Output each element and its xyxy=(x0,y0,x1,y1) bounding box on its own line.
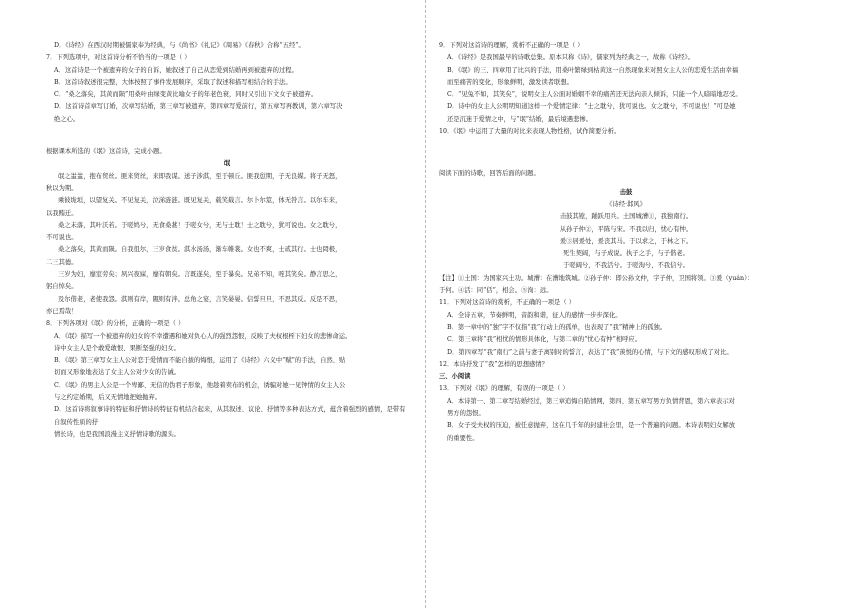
q6-option-d: D．《诗经》在西汉时期被儒家奉为经典，与《尚书》《礼记》《周易》《春秋》合称“五经”。 xyxy=(54,42,305,49)
q7-option-c: C．“桑之落矣，其黄而陨”用桑叶由绿变黄比喻女子的年老色衰，同时又引出下文女子被遗弃。 xyxy=(54,91,318,99)
q8-option-b: B．《氓》第三章写女主人公对恋于爱情而不能自拔的悔恨，运用了《诗经》六义中“赋”的手法，自然、贴 xyxy=(54,357,346,365)
q13-option-b-cont: 的重要性。 xyxy=(447,434,479,442)
q7-option-b: B．这首诗叙述很完整，大体按照了事件发展顺序，采取了叙述和描写相结合的手法。 xyxy=(54,78,292,86)
question-7: 7．下列选项中，对这首诗分析不恰当的一项是（ ） xyxy=(46,54,191,62)
reading-intro-2: 阅读下面的诗歌，回答后面的问题。 xyxy=(439,170,540,178)
q9-option-a: A．《诗经》是我国最早的诗歌总集。原本只称《诗》，儒家列为经典之一，故称《诗经》。 xyxy=(447,54,694,62)
q9-option-d-cont: 还是沉迷于爱情之中，与“氓”结婚，最后境遇悲惨。 xyxy=(447,115,592,123)
question-13: 13．下列对《氓》的理解，有误的一项是（ ） xyxy=(439,385,569,393)
poem-line: 三岁为妇，靡室劳矣；夙兴夜寐，靡有朝矣。言既遂矣，至于暴矣。兄弟不知，咥其笑矣。静言思之， xyxy=(58,271,342,279)
q11-option-d: D．第四章写“我”南行”之前与妻子离别时的誓言，表达了“我”羡悦的心情，与下文的感叹形成了对比。 xyxy=(447,348,733,356)
poem-line: 桑之落矣，其黄而陨。自我徂尔，三岁食贫。淇水汤汤，渐车帷裳。女也不爽，士贰其行。士也罔极， xyxy=(58,246,342,254)
poem-line: 以我贿迁。 xyxy=(46,209,78,217)
question-12: 12．本诗抒发了“我”怎样的思想感情？ xyxy=(439,360,548,368)
q11-option-b: B．第一章中的“独”字不仅指“我”行动上的孤单，也表现了“我”精神上的孤独。 xyxy=(447,323,667,331)
q9-option-b-cont: 而至痛苦的变化，形象鲜明，激发读者联想。 xyxy=(447,78,573,86)
q7-option-d-cont: 绝之心。 xyxy=(54,115,80,123)
q11-option-a: A．全诗五章，节奏鲜明，音韵和谐，征人的感情一步步深化。 xyxy=(447,311,622,319)
q7-option-d: D．这首诗首章写订婚，次章写结婚，第三章写被遗弃，第四章写爱前行，第五章写再教训，第六章写决 xyxy=(54,103,343,111)
reading-intro: 根据课本所选的《氓》这首诗，完成小题。 xyxy=(46,148,166,156)
poem-line: 及尔偕老，老使我怨。淇则有岸，隰则有泮。总角之宴，言笑晏晏。信誓旦旦，不思其反。反是不思， xyxy=(58,295,342,303)
poem-title: 氓 xyxy=(223,160,231,168)
poem2-source: 《诗经·邶风》 xyxy=(606,200,646,208)
q8-option-d-cont: 情长诗，也是我国浪漫主义抒情诗歌的源头。 xyxy=(54,430,180,438)
question-9: 9．下列对这首诗的理解，赏析不正确的一项是（ ） xyxy=(439,42,584,49)
column-divider xyxy=(425,0,427,608)
q8-option-c-cont: 与之约定婚期，后又无情地把她抛弃。 xyxy=(54,394,162,402)
poem-line: 氓之蚩蚩，抱布贸丝。匪来贸丝，来即我谋。送子涉淇，至于顿丘。匪我愆期，子无良媒。将子无怒， xyxy=(58,172,342,180)
q11-option-c: C．第三章将“我”相忧的情形具体化，与第二章的“忧心有忡”相呼应。 xyxy=(447,336,642,344)
q9-option-d: D．诗中的女主人公明明知道这样一个爱情定律：“士之耽兮，犹可说也。女之耽兮，不可说也！”可是她 xyxy=(447,103,736,111)
poem-line: 二三其德。 xyxy=(46,258,78,266)
question-8: 8．下列各项对《氓》的分析，正确的一项是（ ） xyxy=(46,320,185,328)
poem-line: 桑之未落，其叶沃若。于嗟鸠兮，无食桑葚！于嗟女兮，无与士耽！士之耽兮，犹可说也。女之耽兮， xyxy=(58,221,342,229)
poem2-title: 击鼓 xyxy=(619,188,633,196)
poem2-line: 击鼓其镗，踊跃用兵。土国城漕①，我独南行。 xyxy=(559,213,693,221)
q9-option-c: C．“见兔不如，其笑矣”，说明女主人公面对婚姻不幸的痛苦还无法向亲人倾诉，只能一个人暗暗地忍受。 xyxy=(447,91,742,99)
q13-option-b: B．女子受夫权的压迫，被任意抛弃，这在几千年的封建社会里，是一个普遍的问题。本诗表明妇女解放 xyxy=(447,422,735,430)
left-column xyxy=(46,40,408,441)
poem-line: 躬自悼矣。 xyxy=(46,283,78,291)
right-column xyxy=(439,40,813,445)
poem2-line: 从孙子仲②，平陈与宋。不我以归，忧心有忡。 xyxy=(559,225,693,233)
poem2-note-cont: 于何。④活：同“佸”，相会。⑤洵：远。 xyxy=(439,287,553,295)
q13-option-a-cont: 男方的怨恨。 xyxy=(447,410,485,418)
q7-option-a: A．这首诗是一个被遗弃的女子的自诉，她叙述了自己从恋爱到结婚再到被遗弃的过程。 xyxy=(54,66,298,74)
poem-line: 秋以为期。 xyxy=(46,184,78,192)
poem2-line: 死生契阔，与子成说。执子之手，与子偕老。 xyxy=(563,250,689,258)
question-10: 10．《氓》中运用了大量的对比来表现人物性格，试作简要分析。 xyxy=(439,128,621,136)
poem-line: 不可说也。 xyxy=(46,234,78,242)
q8-option-a: A．《氓》描写一个被遗弃的妇女的不幸遭遇和她对负心人的强烈怨恨，反映了夫权根桎下妇女的悲惨命运。 xyxy=(54,332,352,340)
poem2-note: 【注】①土国：为国家兴土功。城漕：在漕地筑城。②孙子仲：即公孙文仲，字子仲，卫国将领。③爰（yuán）： xyxy=(439,274,754,282)
poem2-line: 于嗟阔兮，不我活兮。于嗟洵兮，不我信兮。 xyxy=(563,262,689,270)
q8-option-a-cont: 诗中女主人是个敢爱敢恨、果断坚强的妇女。 xyxy=(54,344,180,352)
q9-option-b: B．《氓》的三、四章用了比兴的手法，用桑叶繁绿到枯黄这一自然现象来对照女主人公的恋爱生活由幸福 xyxy=(447,66,739,74)
q8-option-d: D．这首诗将叙事诗的特征和抒情诗的特征有机结合起来，从其叙述、议论、抒情等多种表达方式，蕴含着强烈的感情，是带有自叙传性质的抒 xyxy=(54,406,406,426)
question-11: 11．下列对这首诗的赏析，不正确的一项是（ ） xyxy=(439,299,575,307)
q13-option-a: A．本诗第一、第二章写结婚经过，第三章追悔自陷情网，第四、第五章写男方负情背恩，第六章表示对 xyxy=(447,397,735,405)
poem-line: 亦已焉哉！ xyxy=(46,307,78,315)
q8-option-b-cont: 切而又形象地表达了女主人公对少女的告诫。 xyxy=(54,369,180,377)
section-3-heading: 三、小阅读 xyxy=(439,373,471,381)
poem2-line: 爰③居爰处，爰丧其马。于以求之，于林之下。 xyxy=(559,237,693,245)
poem-line: 乘彼垝垣，以望复关。不见复关，泣涕涟涟。既见复关，载笑载言。尔卜尔筮，体无咎言。以尔车来， xyxy=(58,197,342,205)
q8-option-c: C．《氓》的男主人公是一个卑鄙、无信的伪君子形象，他趁着卖布的机会，诱骗对她一见钟情的女主人公 xyxy=(54,381,346,389)
